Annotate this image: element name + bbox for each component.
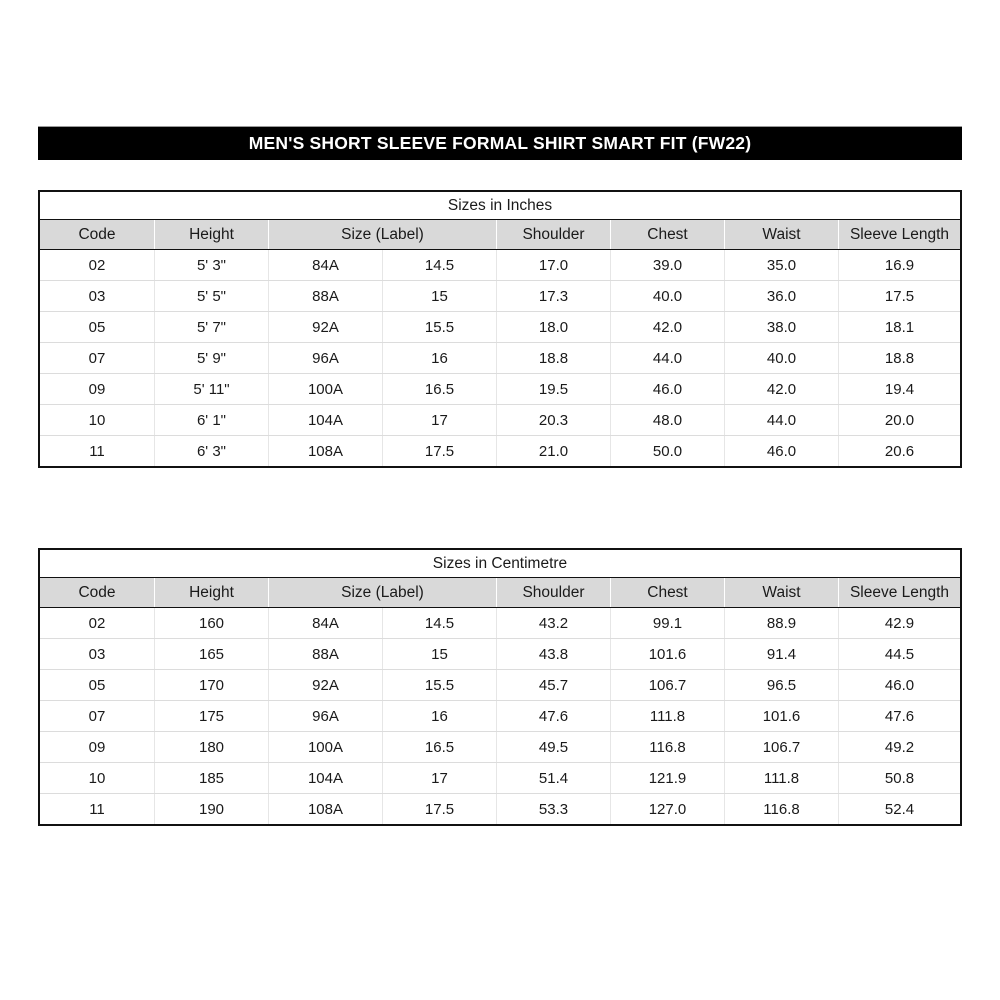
- table-row: [40, 342, 960, 373]
- column-header-code: Code: [78, 583, 116, 601]
- table-cell: 16: [382, 701, 496, 731]
- table-cell: 101.6: [610, 639, 724, 669]
- table-cell: 19.5: [496, 374, 610, 404]
- column-header-height: Height: [154, 578, 268, 607]
- table-cell: 51.4: [496, 763, 610, 793]
- table-cell: 100A: [268, 374, 382, 404]
- table-cell: 15.5: [382, 670, 496, 700]
- column-header-chest: Chest: [610, 220, 724, 249]
- table-cell: 16.9: [838, 250, 960, 280]
- table-cell: 42.0: [724, 374, 838, 404]
- table-cell: 17.5: [838, 281, 960, 311]
- table-cell: 46.0: [610, 374, 724, 404]
- table-cell: 03: [88, 645, 106, 663]
- table-cell: 15: [382, 639, 496, 669]
- table-cell: 03: [88, 287, 106, 305]
- table-cell: 17: [382, 405, 496, 435]
- column-header-chest: Chest: [610, 578, 724, 607]
- table-row: [40, 373, 960, 404]
- table-cell: 10: [88, 769, 106, 787]
- table-cell: 180: [154, 732, 268, 762]
- table-title-centimetre: Sizes in Centimetre: [40, 550, 960, 578]
- sizes-in-centimetre-table: [38, 548, 962, 826]
- table-cell: 185: [154, 763, 268, 793]
- table-cell: 14.5: [382, 250, 496, 280]
- table-cell: 18.1: [838, 312, 960, 342]
- table-cell: 19.4: [838, 374, 960, 404]
- table-row: [40, 435, 960, 466]
- table-cell: 17.5: [382, 436, 496, 466]
- table-cell: 5' 11": [154, 374, 268, 404]
- table-cell: 18.8: [496, 343, 610, 373]
- product-title: MEN'S SHORT SLEEVE FORMAL SHIRT SMART FIT (FW22): [248, 133, 752, 153]
- table-cell: 49.5: [496, 732, 610, 762]
- table-cell: 17.0: [496, 250, 610, 280]
- table-cell: 49.2: [838, 732, 960, 762]
- table-cell: 127.0: [610, 794, 724, 824]
- table-cell: 20.6: [838, 436, 960, 466]
- table-row: [40, 669, 960, 700]
- table-cell: 170: [154, 670, 268, 700]
- table-cell: 44.5: [838, 639, 960, 669]
- table-cell: 46.0: [838, 670, 960, 700]
- table-cell: 190: [154, 794, 268, 824]
- table-cell: 05: [88, 676, 106, 694]
- table-cell: 175: [154, 701, 268, 731]
- table-cell: 6' 1": [154, 405, 268, 435]
- table-cell: 17.3: [496, 281, 610, 311]
- table-title-inches: Sizes in Inches: [40, 192, 960, 220]
- table-cell: 44.0: [724, 405, 838, 435]
- table-cell: 5' 3": [154, 250, 268, 280]
- table-row: [40, 762, 960, 793]
- column-header-size-label: Size (Label): [268, 578, 496, 607]
- table-cell: 42.0: [610, 312, 724, 342]
- table-cell: 5' 9": [154, 343, 268, 373]
- table-cell: 43.8: [496, 639, 610, 669]
- table-cell: 99.1: [610, 608, 724, 638]
- table-cell: 106.7: [610, 670, 724, 700]
- column-header-waist: Waist: [724, 220, 838, 249]
- table-cell: 108A: [268, 794, 382, 824]
- table-cell: 92A: [268, 312, 382, 342]
- table-cell: 47.6: [496, 701, 610, 731]
- table-cell: 44.0: [610, 343, 724, 373]
- table-cell: 48.0: [610, 405, 724, 435]
- table-cell: 16: [382, 343, 496, 373]
- table-cell: 53.3: [496, 794, 610, 824]
- table-cell: 05: [88, 318, 106, 336]
- table-cell: 5' 5": [154, 281, 268, 311]
- table-cell: 111.8: [724, 763, 838, 793]
- table-cell: 39.0: [610, 250, 724, 280]
- column-header-waist: Waist: [724, 578, 838, 607]
- table-row: [40, 280, 960, 311]
- table-body: [40, 608, 960, 824]
- table-row: [40, 250, 960, 280]
- column-header-sleeve-length: Sleeve Length: [838, 578, 960, 607]
- table-cell: 91.4: [724, 639, 838, 669]
- table-cell: 20.0: [838, 405, 960, 435]
- table-cell: 02: [88, 256, 106, 274]
- table-cell: 96A: [268, 701, 382, 731]
- table-cell: 84A: [268, 250, 382, 280]
- table-cell: 17: [382, 763, 496, 793]
- table-cell: 17.5: [382, 794, 496, 824]
- product-title-banner: [38, 126, 962, 160]
- table-header-row: [40, 220, 960, 250]
- table-cell: 46.0: [724, 436, 838, 466]
- table-cell: 36.0: [724, 281, 838, 311]
- table-cell: 100A: [268, 732, 382, 762]
- table-cell: 104A: [268, 405, 382, 435]
- table-cell: 101.6: [724, 701, 838, 731]
- table-cell: 35.0: [724, 250, 838, 280]
- table-cell: 11: [89, 442, 105, 460]
- table-cell: 18.0: [496, 312, 610, 342]
- table-cell: 42.9: [838, 608, 960, 638]
- table-cell: 50.8: [838, 763, 960, 793]
- table-cell: 40.0: [610, 281, 724, 311]
- table-cell: 09: [88, 738, 106, 756]
- column-header-shoulder: Shoulder: [496, 578, 610, 607]
- table-cell: 160: [154, 608, 268, 638]
- table-header-row: [40, 578, 960, 608]
- table-cell: 14.5: [382, 608, 496, 638]
- table-cell: 5' 7": [154, 312, 268, 342]
- table-row: [40, 793, 960, 824]
- table-cell: 50.0: [610, 436, 724, 466]
- table-cell: 38.0: [724, 312, 838, 342]
- table-row: [40, 638, 960, 669]
- table-cell: 09: [88, 380, 106, 398]
- table-body: [40, 250, 960, 466]
- table-row: [40, 311, 960, 342]
- table-cell: 16.5: [382, 374, 496, 404]
- table-row: [40, 608, 960, 638]
- table-cell: 6' 3": [154, 436, 268, 466]
- table-row: [40, 731, 960, 762]
- table-cell: 96.5: [724, 670, 838, 700]
- table-cell: 10: [88, 411, 106, 429]
- table-cell: 52.4: [838, 794, 960, 824]
- table-cell: 106.7: [724, 732, 838, 762]
- table-cell: 16.5: [382, 732, 496, 762]
- sizes-in-inches-table: [38, 190, 962, 468]
- table-cell: 121.9: [610, 763, 724, 793]
- table-cell: 88A: [268, 639, 382, 669]
- table-cell: 96A: [268, 343, 382, 373]
- table-cell: 11: [89, 800, 105, 818]
- table-cell: 07: [88, 349, 106, 367]
- table-cell: 165: [154, 639, 268, 669]
- table-cell: 45.7: [496, 670, 610, 700]
- table-cell: 47.6: [838, 701, 960, 731]
- table-cell: 108A: [268, 436, 382, 466]
- table-cell: 40.0: [724, 343, 838, 373]
- table-cell: 20.3: [496, 405, 610, 435]
- table-cell: 07: [88, 707, 106, 725]
- table-cell: 02: [88, 614, 106, 632]
- table-cell: 84A: [268, 608, 382, 638]
- table-cell: 43.2: [496, 608, 610, 638]
- table-cell: 116.8: [724, 794, 838, 824]
- table-cell: 116.8: [610, 732, 724, 762]
- column-header-sleeve-length: Sleeve Length: [838, 220, 960, 249]
- table-cell: 88A: [268, 281, 382, 311]
- column-header-height: Height: [154, 220, 268, 249]
- table-cell: 15.5: [382, 312, 496, 342]
- table-cell: 88.9: [724, 608, 838, 638]
- table-cell: 104A: [268, 763, 382, 793]
- table-cell: 15: [382, 281, 496, 311]
- table-row: [40, 700, 960, 731]
- table-cell: 21.0: [496, 436, 610, 466]
- column-header-code: Code: [78, 225, 116, 243]
- column-header-shoulder: Shoulder: [496, 220, 610, 249]
- table-cell: 18.8: [838, 343, 960, 373]
- table-cell: 92A: [268, 670, 382, 700]
- table-row: [40, 404, 960, 435]
- column-header-size-label: Size (Label): [268, 220, 496, 249]
- table-cell: 111.8: [610, 701, 724, 731]
